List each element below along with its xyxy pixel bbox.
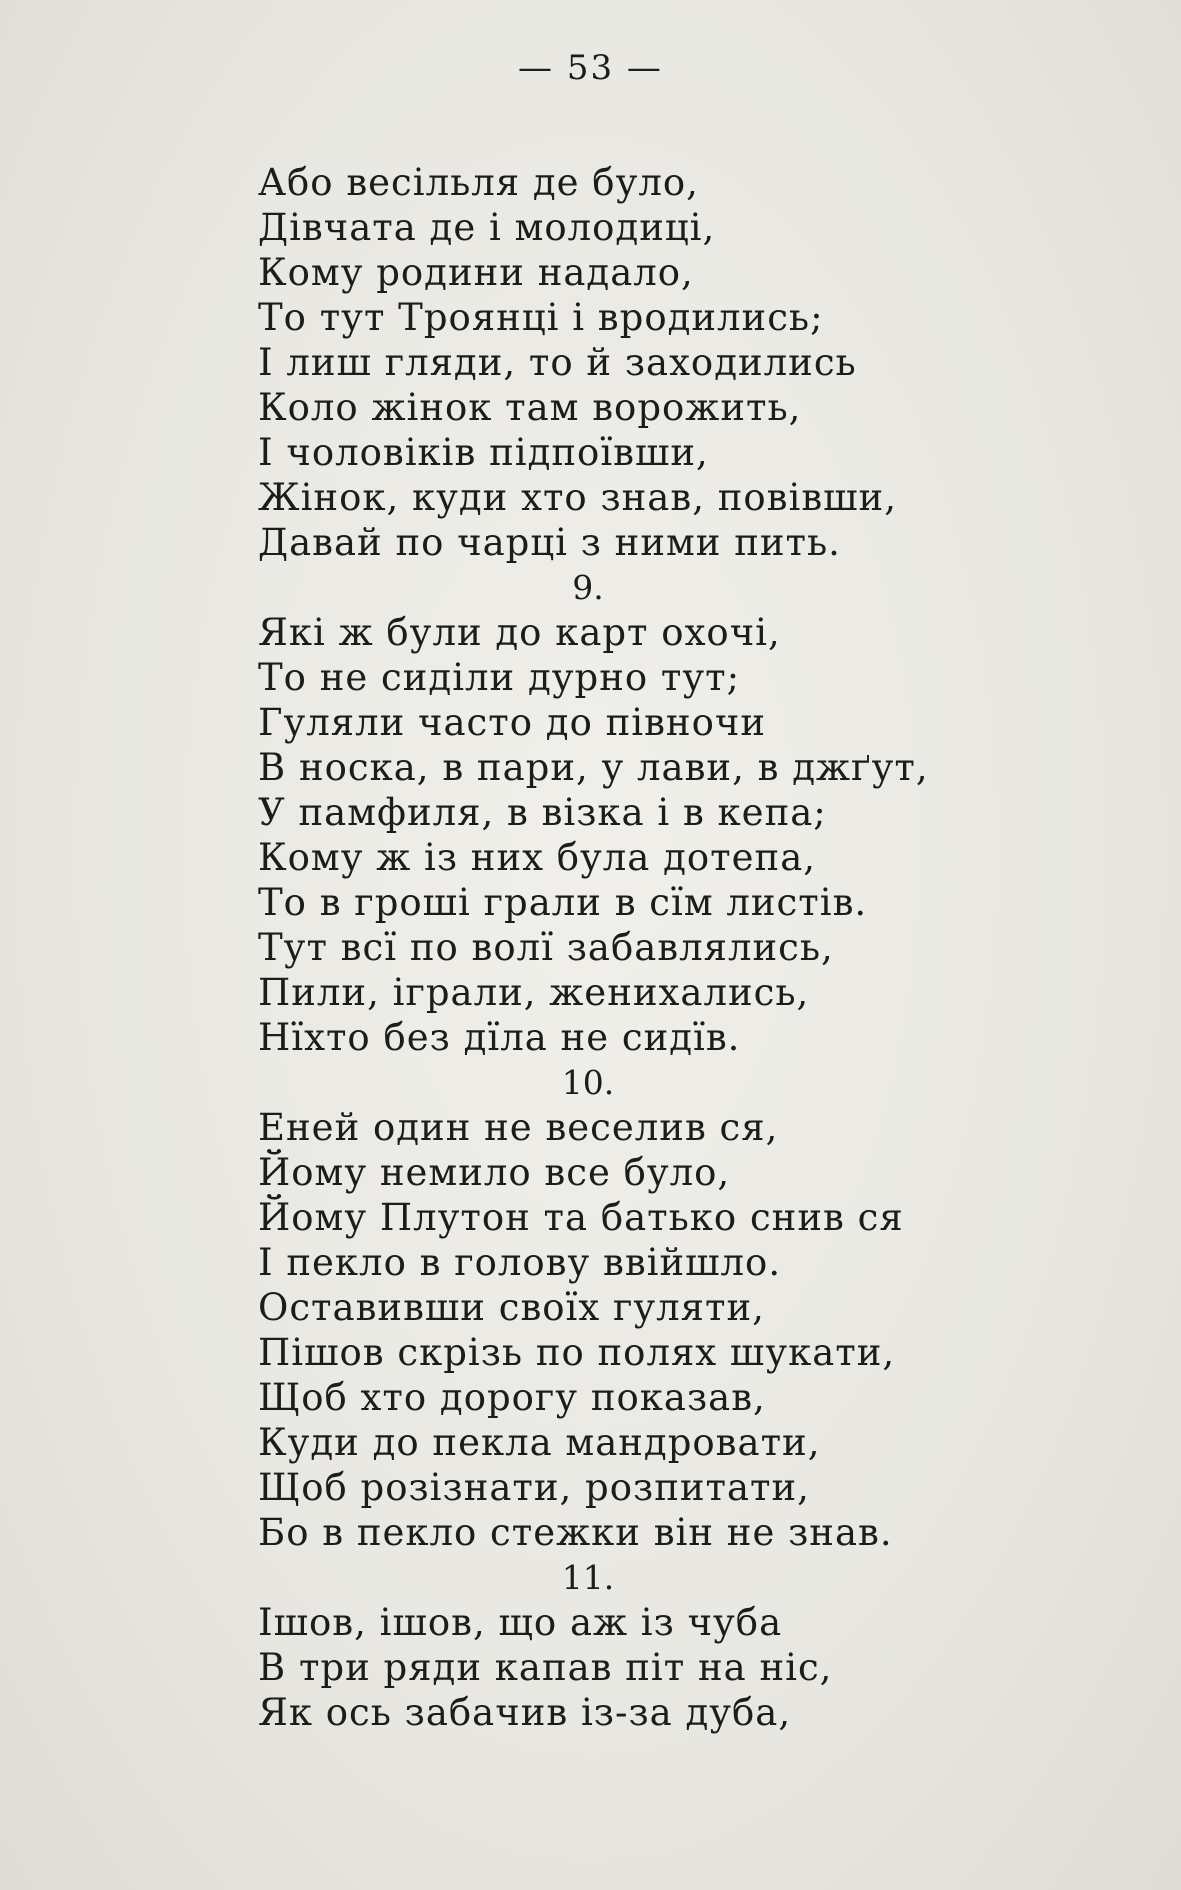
poem-line: Кому родини надало, bbox=[258, 251, 694, 294]
stanza bbox=[258, 565, 1038, 1060]
poem-line: Йому немило все було, bbox=[258, 1151, 731, 1194]
poem-line: Давай по чарці з ними пить. bbox=[258, 521, 841, 564]
poem-line: Кому ж із них була дотепа, bbox=[258, 836, 817, 879]
poem-line: Пішов скрізь по полях шукати, bbox=[258, 1331, 896, 1374]
poem-line: Як ось забачив із-за дуба, bbox=[258, 1691, 792, 1734]
poem-line: Які ж були до карт охочі, bbox=[258, 611, 781, 654]
poem-line: Оставивши своїх гуляти, bbox=[258, 1286, 765, 1329]
stanza bbox=[258, 1555, 1038, 1735]
stanza bbox=[258, 160, 1038, 565]
poem-line: Або весільля де було, bbox=[258, 161, 699, 204]
poem-line: Еней один не веселив ся, bbox=[258, 1106, 779, 1149]
poem-line: Тут всї по волї забавлялись, bbox=[258, 926, 834, 969]
poem-line: То тут Троянці і вродились; bbox=[258, 296, 824, 339]
poem-line: Нїхто без дїла не сидїв. bbox=[258, 1016, 741, 1059]
poem-line: Гуляли часто до півночи bbox=[258, 701, 766, 744]
poem-line: Дівчата де і молодиці, bbox=[258, 206, 716, 249]
poem-line: В носка, в пари, у лави, в джґут, bbox=[258, 746, 929, 789]
poem-line: Щоб хто дорогу показав, bbox=[258, 1376, 766, 1419]
page-number: — 53 — bbox=[518, 48, 663, 88]
poem-line: І лиш гляди, то й заходились bbox=[258, 341, 857, 384]
stanza bbox=[258, 1060, 1038, 1555]
poem-line: Коло жінок там ворожить, bbox=[258, 386, 802, 429]
poem-line: Пили, іграли, женихались, bbox=[258, 971, 810, 1014]
poem-line: І чоловіків підпоївши, bbox=[258, 431, 709, 474]
poem-line: То не сиділи дурно тут; bbox=[258, 656, 741, 699]
poem-text bbox=[258, 160, 1038, 1735]
poem-line: У памфиля, в візка і в кепа; bbox=[258, 791, 827, 834]
stanza-number: 9. bbox=[572, 568, 604, 607]
poem-line: То в гроші грали в сїм листів. bbox=[258, 881, 868, 924]
poem-line: Бо в пекло стежки він не знав. bbox=[258, 1511, 893, 1554]
poem-line: Куди до пекла мандровати, bbox=[258, 1421, 821, 1464]
poem-line: Ішов, ішов, що аж із чуба bbox=[258, 1601, 783, 1644]
stanza-number: 10. bbox=[561, 1063, 615, 1102]
poem-line: Щоб розізнати, розпитати, bbox=[258, 1466, 810, 1509]
poem-line: І пекло в голову ввійшло. bbox=[258, 1241, 782, 1284]
poem-line: В три ряди капав піт на ніс, bbox=[258, 1646, 833, 1689]
poem-line: Йому Плутон та батько снив ся bbox=[258, 1196, 904, 1239]
poem-line: Жінок, куди хто знав, повівши, bbox=[258, 476, 897, 519]
stanza-number: 11. bbox=[561, 1558, 615, 1597]
